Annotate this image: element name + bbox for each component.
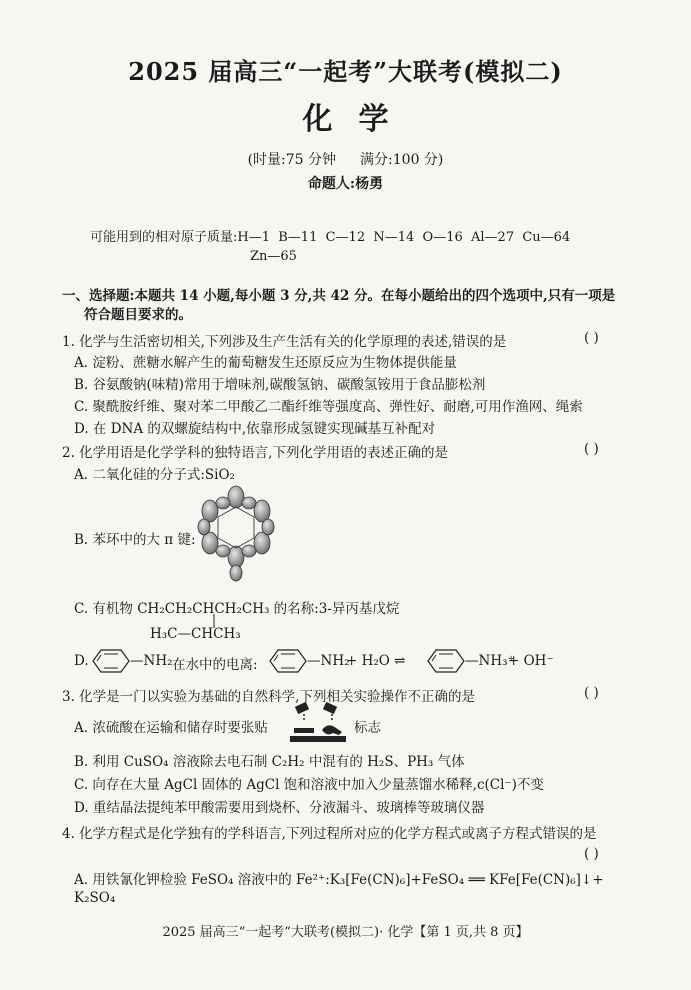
q2-c-branch: H₃C—CHCH₃ [150, 626, 241, 642]
q3-option-a-suffix: 标志 [354, 720, 381, 736]
atomic-masses [90, 226, 650, 264]
q1-answer-paren: ( ) [584, 330, 599, 346]
q1-stem: 1. 化学与生活密切相关,下列涉及生产生活有关的化学原理的表述,错误的是 [62, 334, 507, 350]
pi-bond-orbital-figure [186, 483, 286, 593]
q3-option-d: D. 重结晶法提纯苯甲酸需要用到烧杯、分液漏斗、玻璃棒等玻璃仪器 [74, 800, 485, 816]
section1-heading-line2: 符合题目要求的。 [84, 307, 192, 323]
benzene-ring-icon [91, 648, 131, 674]
atomic-masses-line2: Zn—65 [250, 249, 297, 264]
q2-d-nh2-b: —NH₂ [307, 653, 350, 669]
q3-option-b: B. 利用 CuSO₄ 溶液除去电石制 C₂H₂ 中混有的 H₂S、PH₃ 气体 [74, 754, 465, 770]
q2-stem: 2. 化学用语是化学学科的独特语言,下列化学用语的表述正确的是 [62, 445, 448, 461]
q2-option-c: C. 有机物 CH₂CH₂CHCH₂CH₃ 的名称:3-异丙基戊烷 [74, 601, 400, 617]
exam-title: 2025 届高三“一起考”大联考(模拟二) [128, 57, 563, 86]
section1-heading-line1: 一、选择题:本题共 14 小题,每小题 3 分,共 42 分。在每小题给出的四个选项中,只有一项是 [62, 288, 616, 304]
q4-option-a-line1: A. 用铁氰化钾检验 FeSO₄ 溶液中的 Fe²⁺:K₃[Fe(CN)₆]+FeSO₄ ══ KFe[Fe(CN)₆]↓+ [74, 872, 604, 888]
exam-author: 命题人:杨勇 [307, 176, 384, 192]
q2-d-water: + H₂O ⇌ [346, 653, 406, 669]
q3-answer-paren: ( ) [584, 685, 599, 701]
q1-option-a: A. 淀粉、蔗糖水解产生的葡萄糖发生还原反应为生物体提供能量 [74, 355, 457, 371]
subject-title: 化学 [302, 102, 415, 137]
q3-stem: 3. 化学是一门以实验为基础的自然科学,下列相关实验操作不正确的是 [62, 689, 475, 705]
exam-time-score [0, 149, 691, 169]
corrosive-hazard-icon [290, 700, 346, 742]
atomic-masses-line1: 可能用到的相对原子质量:H—1 B—11 C—12 N—14 O—16 Al—27 Cu—64 [90, 230, 571, 245]
q2-d-nh2-a: —NH₂ [130, 653, 173, 669]
q2-d-text: 在水中的电离: [172, 657, 258, 673]
exam-time: (时量:75 分钟 [247, 152, 337, 168]
benzene-ring-icon [268, 648, 308, 674]
q2-d-oh: + OH⁻ [508, 653, 554, 669]
q3-option-a-prefix: A. 浓硫酸在运输和储存时要张贴 [74, 720, 268, 736]
benzene-ring-icon [426, 648, 466, 674]
q2-answer-paren: ( ) [584, 441, 599, 457]
q1-option-b: B. 谷氨酸钠(味精)常用于增味剂,碳酸氢钠、碳酸氢铵用于食品膨松剂 [74, 377, 486, 393]
q4-option-a-line2: K₂SO₄ [74, 890, 116, 906]
q4-stem: 4. 化学方程式是化学独有的学科语言,下列过程所对应的化学方程式或离子方程式错误的是 [62, 826, 597, 842]
page-footer: 2025 届高三“一起考”大联考(模拟二)· 化学【第 1 页,共 8 页】 [162, 925, 529, 940]
q1-option-d: D. 在 DNA 的双螺旋结构中,依靠形成氢键实现碱基互补配对 [74, 421, 436, 437]
exam-full-score: 满分:100 分) [360, 152, 444, 168]
q1-option-c: C. 聚酰胺纤维、聚对苯二甲酸乙二酯纤维等强度高、弹性好、耐磨,可用作渔网、绳索 [74, 399, 583, 415]
q2-d-nh3: —NH₃⁺ [465, 653, 515, 669]
q3-option-c: C. 向存在大量 AgCl 固体的 AgCl 饱和溶液中加入少量蒸馏水稀释,c(Cl⁻)不变 [74, 777, 544, 793]
q2-option-a: A. 二氧化硅的分子式:SiO₂ [74, 467, 235, 483]
q4-answer-paren: ( ) [584, 846, 599, 862]
q2-option-b: B. 苯环中的大 π 键: [74, 532, 196, 548]
q2-option-d-label: D. [74, 653, 89, 669]
